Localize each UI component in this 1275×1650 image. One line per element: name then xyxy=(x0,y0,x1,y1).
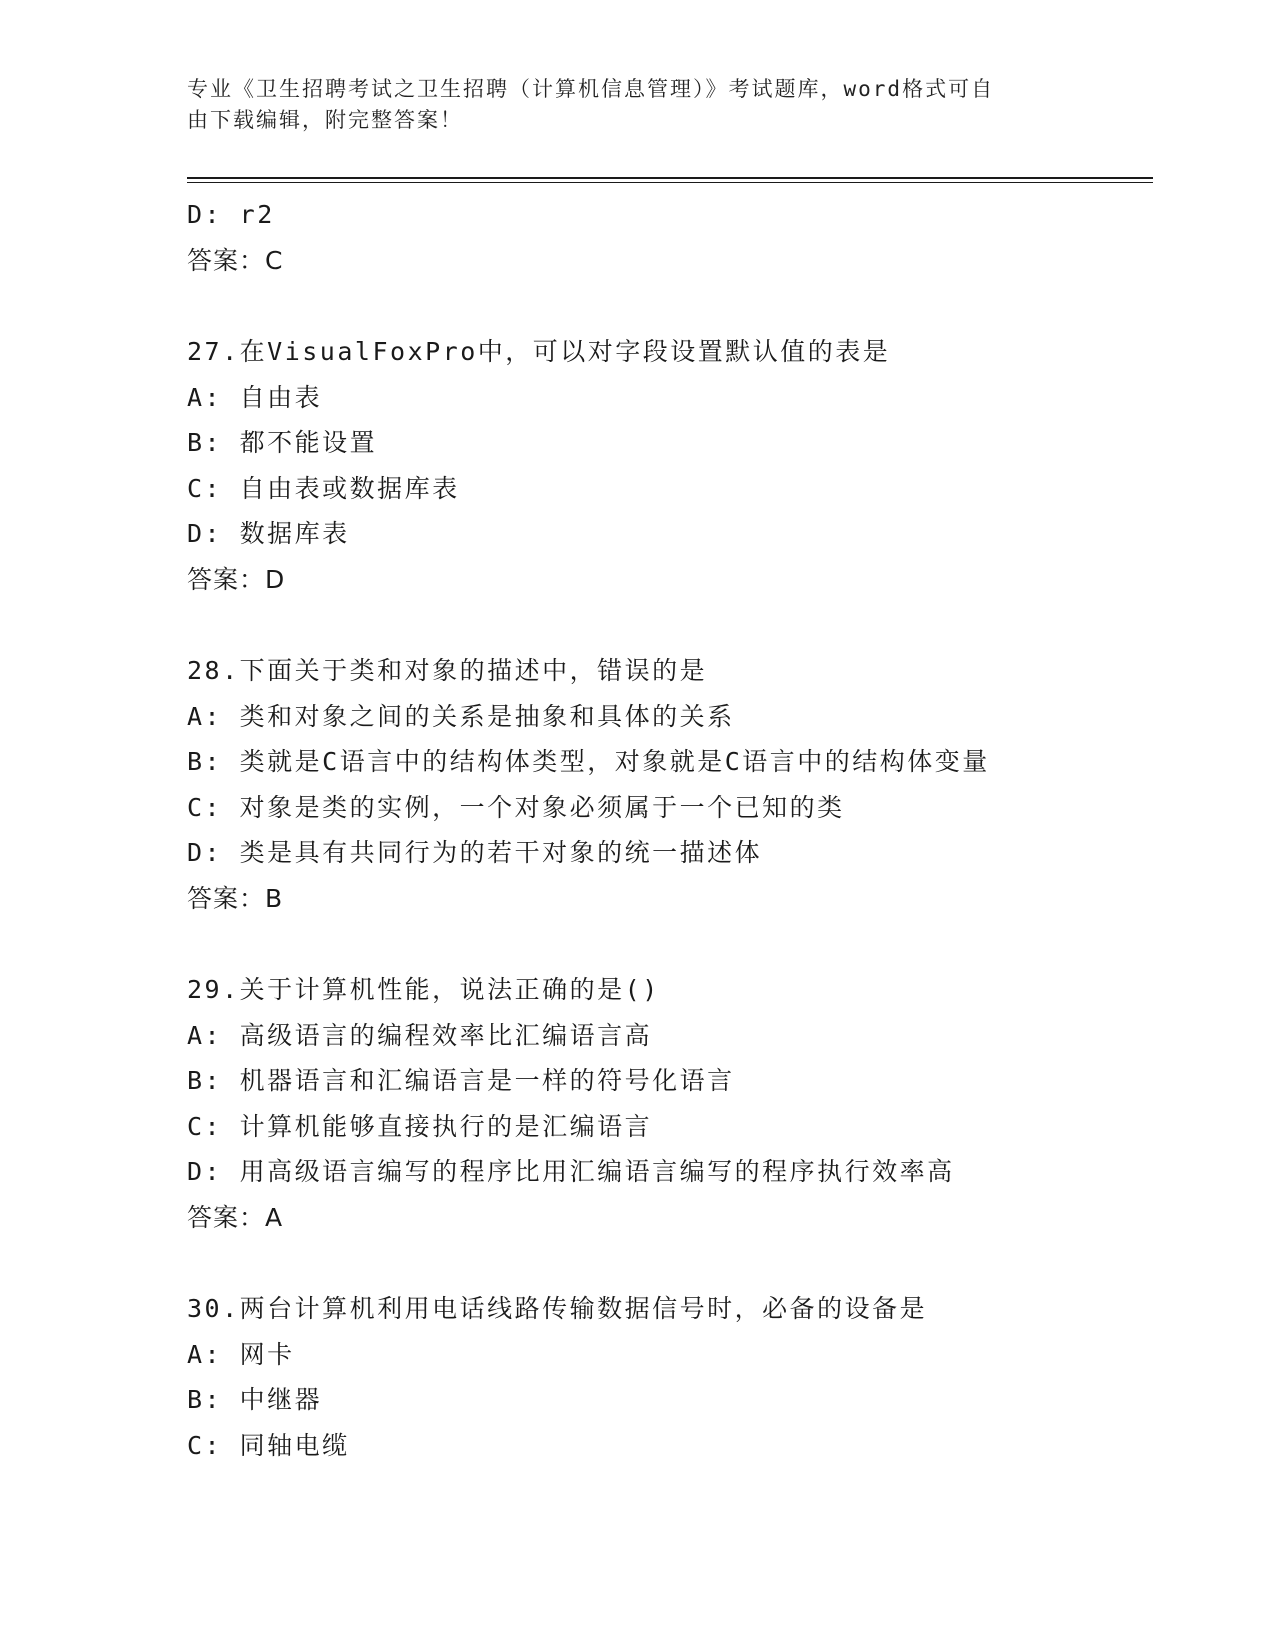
spacer xyxy=(187,602,1187,648)
question-block-30 xyxy=(187,1286,1187,1468)
option-d: D: 用高级语言编写的程序比用汇编语言编写的程序执行效率高 xyxy=(187,1157,955,1186)
answer-line: 答案：D xyxy=(187,564,286,594)
option-a: A: 类和对象之间的关系是抽象和具体的关系 xyxy=(187,701,735,731)
question-text: 28.下面关于类和对象的描述中，错误的是 xyxy=(187,656,708,685)
option-b: B: 类就是C语言中的结构体类型，对象就是C语言中的结构体变量 xyxy=(187,747,990,776)
option-a: A: 自由表 xyxy=(187,382,323,412)
option-c: C: 计算机能够直接执行的是汇编语言 xyxy=(187,1111,653,1141)
answer-line: 答案：B xyxy=(187,883,284,913)
question-block-29 xyxy=(187,967,1187,1240)
header-divider-thick xyxy=(187,177,1153,179)
option-c: C: 同轴电缆 xyxy=(187,1430,350,1460)
question-text: 29.关于计算机性能，说法正确的是() xyxy=(187,975,660,1004)
answer-line: 答案：A xyxy=(187,1202,284,1232)
answer-line: 答案：C xyxy=(187,245,284,275)
option-b: B: 都不能设置 xyxy=(187,428,378,457)
header-divider-thin xyxy=(187,182,1153,183)
question-block-27 xyxy=(187,329,1187,602)
option-b: B: 机器语言和汇编语言是一样的符号化语言 xyxy=(187,1066,735,1095)
document-header xyxy=(187,74,1067,136)
question-list xyxy=(187,192,1187,1468)
spacer xyxy=(187,283,1187,329)
option-d: D: 类是具有共同行为的若干对象的统一描述体 xyxy=(187,838,763,867)
question-text: 30.两台计算机利用电话线路传输数据信号时，必备的设备是 xyxy=(187,1294,928,1323)
spacer xyxy=(187,1240,1187,1286)
option-a: A: 网卡 xyxy=(187,1339,295,1369)
option-c: C: 对象是类的实例，一个对象必须属于一个已知的类 xyxy=(187,792,845,822)
question-block-28 xyxy=(187,648,1187,921)
option-d: D: r2 xyxy=(187,200,275,229)
question-text: 27.在VisualFoxPro中，可以对字段设置默认值的表是 xyxy=(187,337,891,366)
option-a: A: 高级语言的编程效率比汇编语言高 xyxy=(187,1020,653,1050)
spacer xyxy=(187,921,1187,967)
option-b: B: 中继器 xyxy=(187,1385,323,1414)
header-line-1: 专业《卫生招聘考试之卫生招聘（计算机信息管理）》考试题库，word格式可自 xyxy=(187,77,995,101)
option-c: C: 自由表或数据库表 xyxy=(187,473,460,503)
option-d: D: 数据库表 xyxy=(187,519,350,548)
question-block-26 xyxy=(187,192,1187,283)
header-line-2: 由下载编辑，附完整答案！ xyxy=(187,108,463,132)
